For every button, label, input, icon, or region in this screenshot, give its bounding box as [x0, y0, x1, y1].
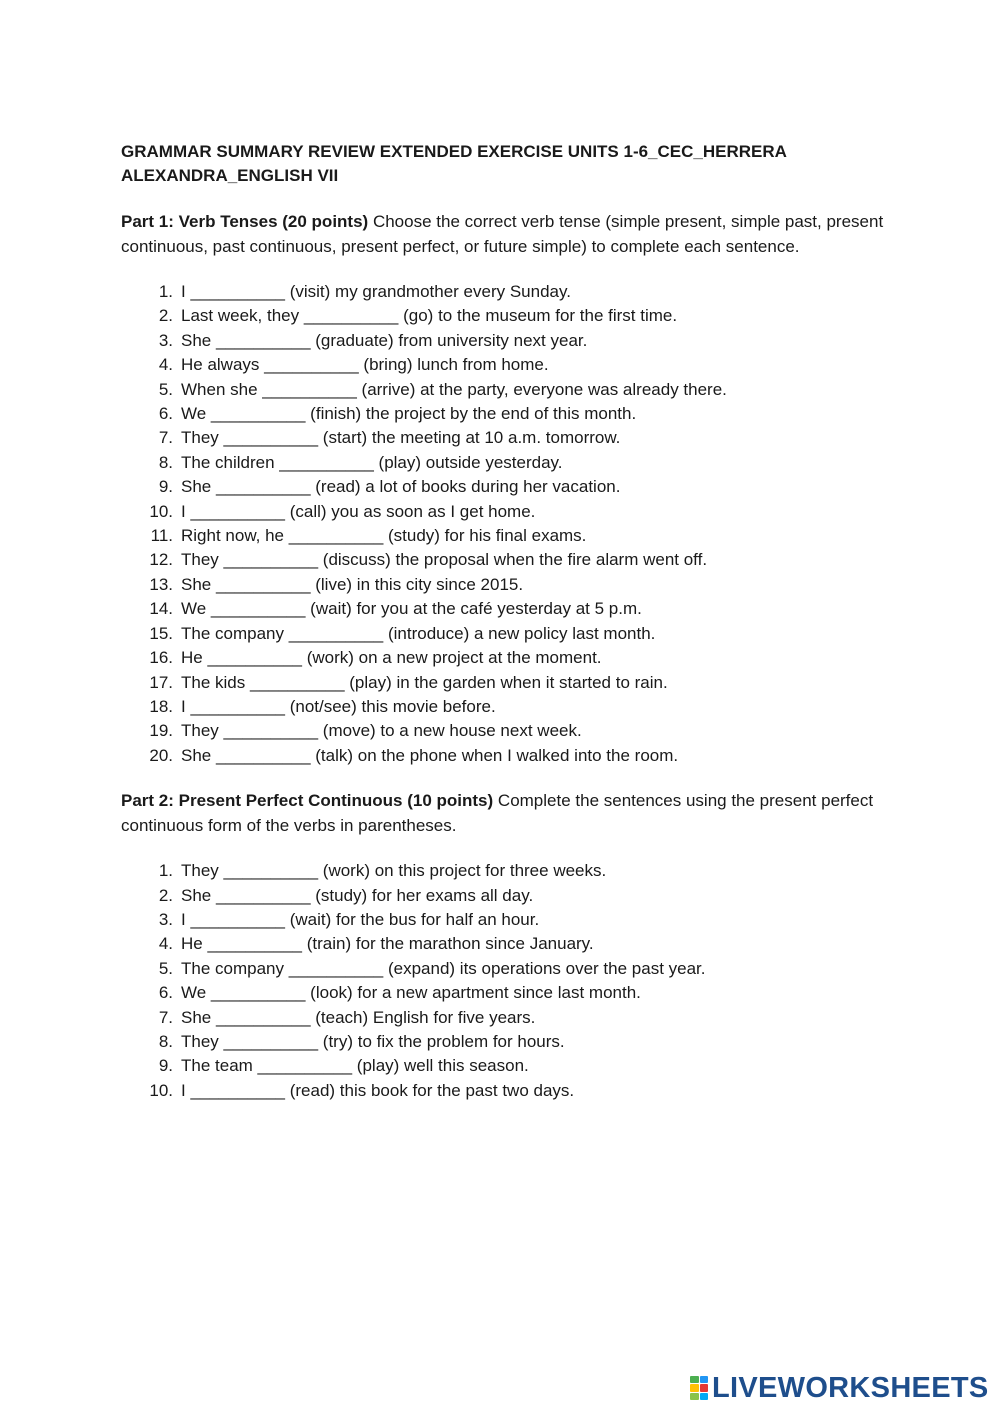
item-sentence: She __________ (live) in this city since 2015. [181, 574, 524, 594]
item-number: 17. [149, 672, 173, 692]
exercise-item [121, 671, 901, 695]
item-sentence: The company __________ (introduce) a new policy last month. [181, 623, 656, 643]
liveworksheets-logo-text: LIVEWORKSHEETS [712, 1371, 989, 1404]
item-sentence: I __________ (wait) for the bus for half an hour. [181, 909, 540, 929]
item-sentence: She __________ (study) for her exams all day. [181, 885, 534, 905]
item-sentence: They __________ (move) to a new house next week. [181, 721, 582, 741]
exercise-item [121, 329, 901, 353]
exercise-item [121, 378, 901, 402]
exercise-item [121, 304, 901, 328]
item-number: 6. [158, 983, 173, 1003]
item-number: 5. [158, 379, 173, 399]
item-number: 2. [158, 885, 173, 905]
exercise-item [121, 719, 901, 743]
exercise-item [121, 1079, 901, 1103]
exercise-item [121, 957, 901, 981]
exercise-item [121, 859, 901, 883]
item-sentence: She __________ (graduate) from university next year. [181, 330, 588, 350]
item-sentence: I __________ (visit) my grandmother every Sunday. [181, 282, 571, 301]
part1-instructions: Choose the correct verb tense (simple present, simple past, present continuous, past continuous, present perfect, or future simple) to complete each sentence. [121, 212, 884, 256]
logo-mark-tile [700, 1384, 709, 1391]
item-number: 5. [158, 958, 173, 978]
part2-instructions: Complete the sentences using the present perfect continuous form of the verbs in parentheses. [121, 791, 874, 835]
exercise-item [121, 1054, 901, 1078]
exercise-item [121, 646, 901, 670]
logo-mark-tile [700, 1393, 709, 1400]
item-sentence: I __________ (not/see) this movie before. [181, 696, 496, 716]
exercise-item [121, 1006, 901, 1030]
item-number: 3. [158, 330, 173, 350]
item-sentence: The company __________ (expand) its operations over the past year. [181, 958, 706, 978]
exercise-item [121, 500, 901, 524]
item-number: 6. [158, 404, 173, 424]
logo-mark-tile [690, 1384, 699, 1391]
item-number: 14. [149, 599, 173, 619]
item-sentence: Right now, he __________ (study) for his final exams. [181, 526, 587, 546]
item-number: 9. [158, 1056, 173, 1076]
liveworksheets-logo-icon [690, 1376, 708, 1400]
liveworksheets-logo[interactable] [690, 1373, 989, 1403]
item-sentence: The team __________ (play) well this season. [181, 1056, 529, 1076]
item-sentence: We __________ (look) for a new apartment since last month. [181, 983, 641, 1003]
part2-intro [121, 789, 901, 838]
item-number: 3. [158, 909, 173, 929]
exercise-item [121, 353, 901, 377]
item-sentence: He __________ (train) for the marathon since January. [181, 934, 594, 954]
exercise-item [121, 908, 901, 932]
item-sentence: I __________ (read) this book for the past two days. [181, 1080, 575, 1100]
item-number: 19. [149, 721, 173, 741]
item-number: 15. [149, 623, 173, 643]
item-sentence: Last week, they __________ (go) to the museum for the first time. [181, 306, 678, 326]
item-number: 4. [158, 934, 173, 954]
exercise-item [121, 426, 901, 450]
item-sentence: She __________ (read) a lot of books during her vacation. [181, 477, 621, 497]
item-number: 1. [158, 282, 173, 301]
item-number: 8. [158, 452, 173, 472]
item-sentence: I __________ (call) you as soon as I get home. [181, 501, 536, 521]
part1-exercise-list [121, 280, 901, 768]
item-number: 7. [158, 1007, 173, 1027]
item-sentence: When she __________ (arrive) at the party, everyone was already there. [181, 379, 727, 399]
item-sentence: The kids __________ (play) in the garden when it started to rain. [181, 672, 668, 692]
item-sentence: The children __________ (play) outside yesterday. [181, 452, 563, 472]
exercise-item [121, 451, 901, 475]
exercise-item [121, 1030, 901, 1054]
item-number: 9. [158, 477, 173, 497]
exercise-item [121, 573, 901, 597]
exercise-item [121, 622, 901, 646]
part1-heading: Part 1: Verb Tenses (20 points) [121, 212, 369, 231]
exercise-item [121, 981, 901, 1005]
worksheet-page [121, 140, 901, 1103]
logo-mark-tile [690, 1393, 699, 1400]
item-number: 7. [158, 428, 173, 448]
item-sentence: He __________ (work) on a new project at the moment. [181, 648, 602, 668]
page-title: GRAMMAR SUMMARY REVIEW EXTENDED EXERCISE UNITS 1-6_CEC_HERRERA ALEXANDRA_ENGLISH VII [121, 142, 787, 185]
item-sentence: We __________ (wait) for you at the café yesterday at 5 p.m. [181, 599, 642, 619]
item-number: 11. [150, 526, 173, 546]
item-sentence: She __________ (talk) on the phone when I walked into the room. [181, 745, 679, 765]
part2-exercise-list [121, 859, 901, 1103]
item-number: 10. [149, 1080, 173, 1100]
logo-mark-tile [700, 1376, 709, 1383]
item-number: 12. [149, 550, 173, 570]
logo-mark-tile [690, 1376, 699, 1383]
item-number: 16. [149, 648, 173, 668]
exercise-item [121, 524, 901, 548]
exercise-item [121, 475, 901, 499]
item-sentence: They __________ (discuss) the proposal when the fire alarm went off. [181, 550, 708, 570]
item-number: 8. [158, 1031, 173, 1051]
item-number: 10. [149, 501, 173, 521]
exercise-item [121, 597, 901, 621]
item-number: 13. [149, 574, 173, 594]
item-number: 2. [158, 306, 173, 326]
item-sentence: He always __________ (bring) lunch from home. [181, 355, 549, 375]
item-sentence: They __________ (try) to fix the problem for hours. [181, 1031, 565, 1051]
part1-intro [121, 210, 901, 259]
item-sentence: They __________ (start) the meeting at 10 a.m. tomorrow. [181, 428, 621, 448]
item-sentence: They __________ (work) on this project for three weeks. [181, 861, 607, 881]
exercise-item [121, 932, 901, 956]
exercise-item [121, 402, 901, 426]
exercise-item [121, 884, 901, 908]
item-number: 4. [158, 355, 173, 375]
item-sentence: She __________ (teach) English for five years. [181, 1007, 536, 1027]
exercise-item [121, 744, 901, 768]
part2-heading: Part 2: Present Perfect Continuous (10 points) [121, 791, 494, 811]
item-number: 1. [158, 861, 173, 881]
item-number: 20. [149, 745, 173, 765]
item-sentence: We __________ (finish) the project by the end of this month. [181, 404, 637, 424]
item-number: 18. [149, 696, 173, 716]
exercise-item [121, 695, 901, 719]
exercise-item [121, 280, 901, 304]
exercise-item [121, 548, 901, 572]
